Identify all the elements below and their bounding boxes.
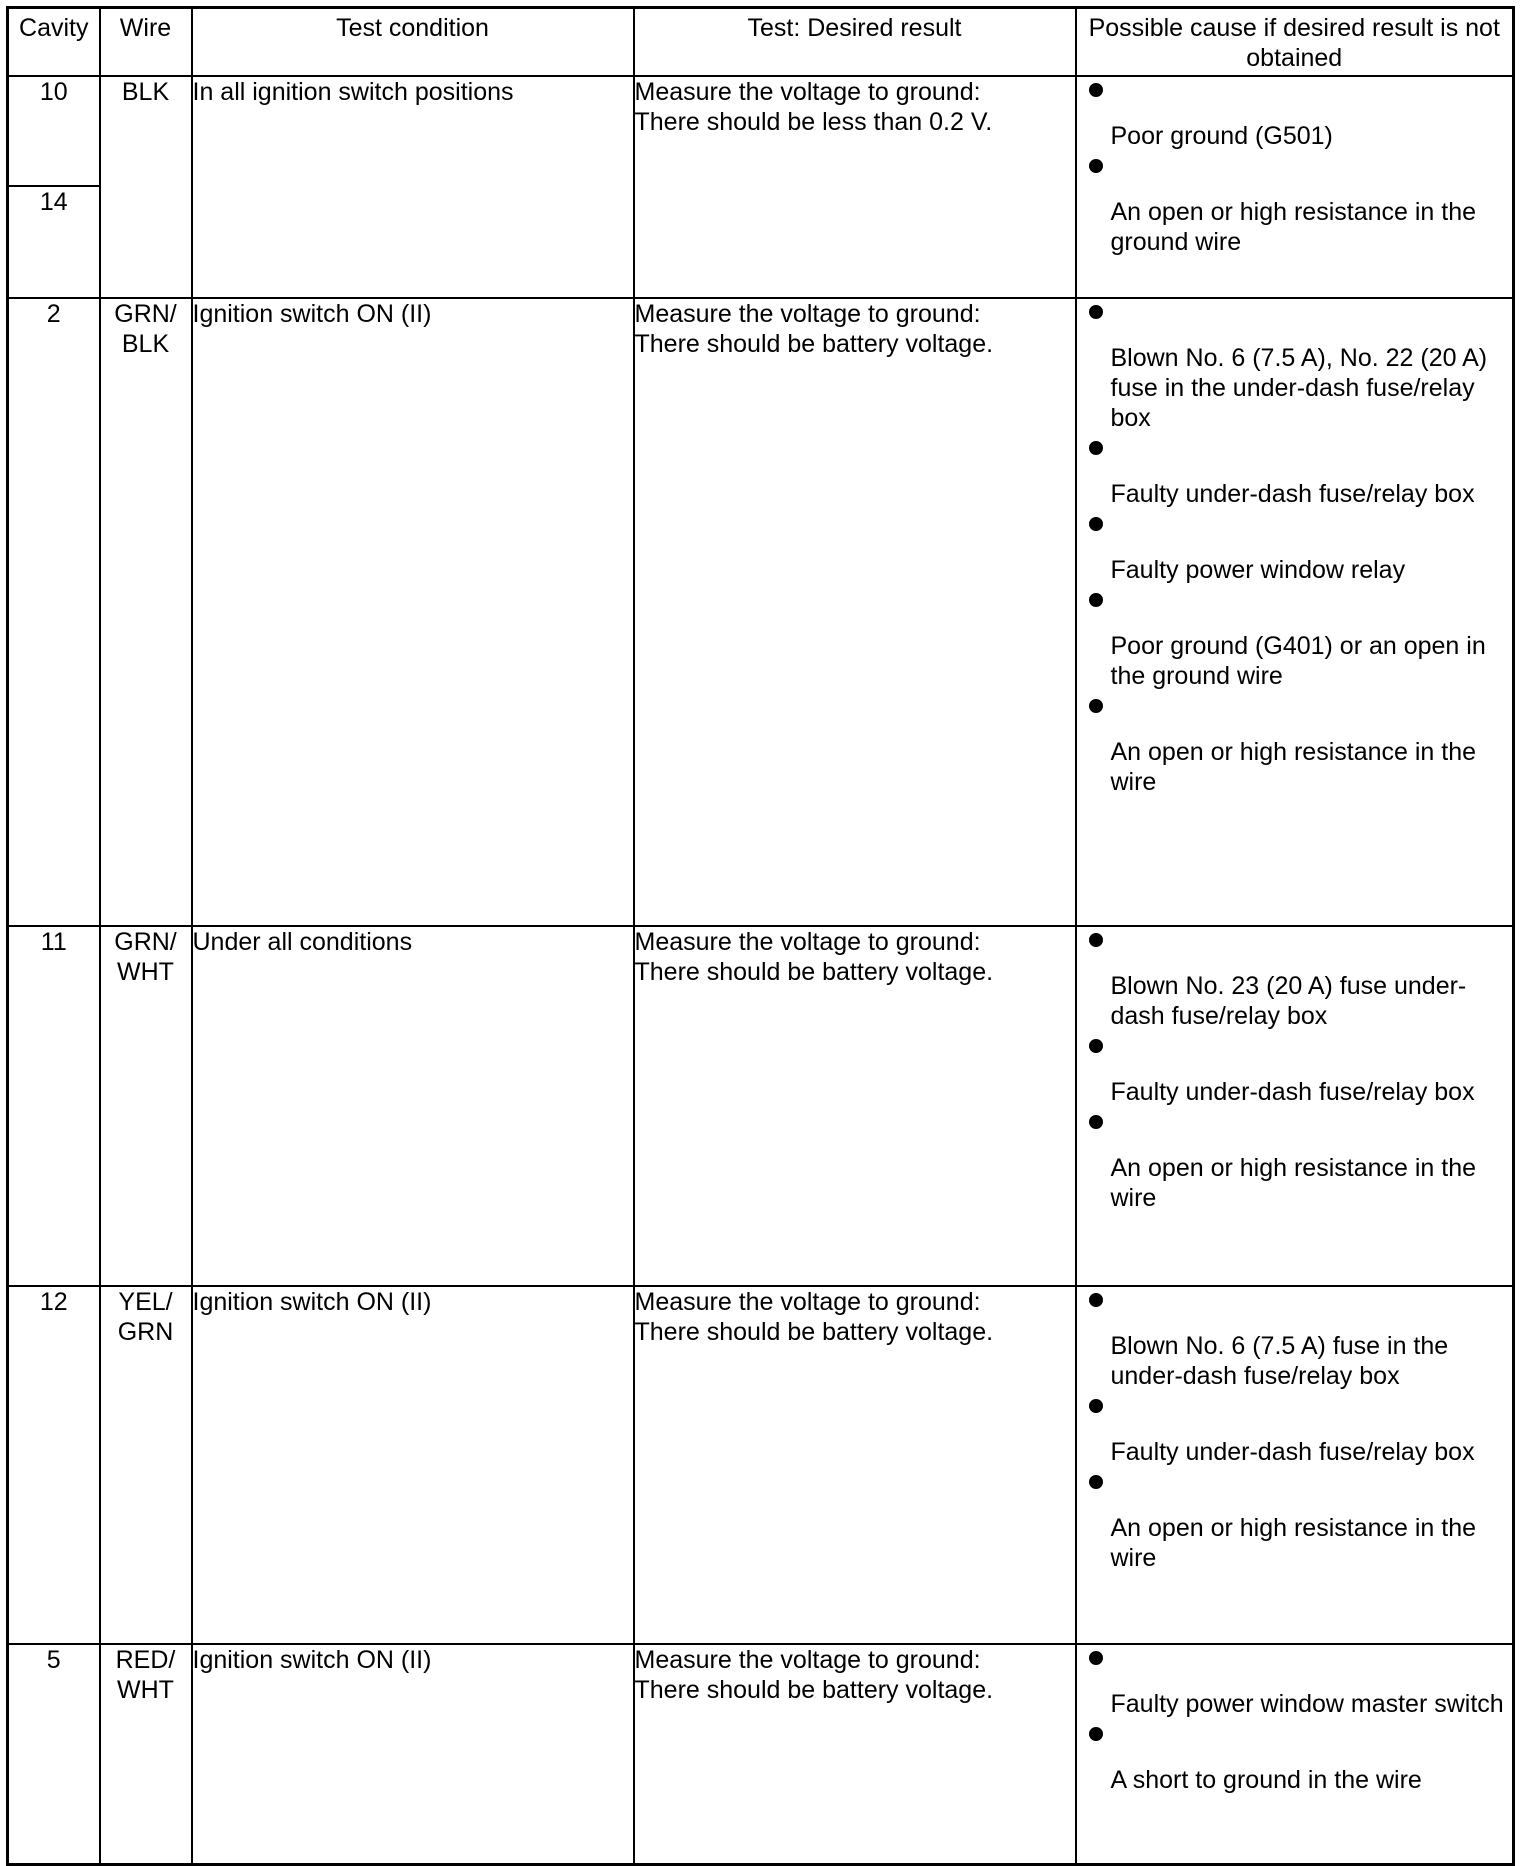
table-row (8, 76, 1514, 186)
cause-text: Blown No. 6 (7.5 A) fuse in the under-dash fuse/relay box (1110, 1332, 1449, 1390)
cause-item (1077, 1039, 1513, 1107)
cause-item (1077, 1399, 1513, 1467)
cause-item (1077, 593, 1513, 691)
cause-text: An open or high resistance in the wire (1110, 1154, 1477, 1212)
result-line: Measure the voltage to ground: (634, 300, 981, 328)
cause-item (1077, 441, 1513, 509)
result-line: There should be less than 0.2 V. (634, 108, 993, 136)
bullet-icon (1089, 593, 1103, 607)
header-test-condition: Test condition (192, 8, 634, 77)
cause-text: Blown No. 6 (7.5 A), No. 22 (20 A) fuse in the under-dash fuse/relay box (1110, 344, 1488, 432)
bullet-icon (1089, 83, 1103, 97)
condition-cell: Ignition switch ON (II) (192, 1286, 634, 1644)
wire-cell: RED/ WHT (100, 1644, 192, 1864)
condition-cell: In all ignition switch positions (192, 76, 634, 298)
header-desired-result: Test: Desired result (634, 8, 1076, 77)
result-cell (634, 926, 1076, 1286)
cause-cell (1076, 76, 1514, 298)
bullet-icon (1089, 1039, 1103, 1053)
cause-text: An open or high resistance in the ground wire (1110, 198, 1477, 256)
connector-test-table (6, 6, 1515, 1866)
cause-text: Faulty under-dash fuse/relay box (1110, 1078, 1475, 1106)
bullet-icon (1089, 1293, 1103, 1307)
condition-cell: Ignition switch ON (II) (192, 298, 634, 926)
bullet-icon (1089, 1727, 1103, 1741)
cavity-cell: 5 (8, 1644, 100, 1864)
table-row (8, 1644, 1514, 1864)
cause-item (1077, 933, 1513, 1031)
bullet-icon (1089, 517, 1103, 531)
cause-text: A short to ground in the wire (1110, 1766, 1422, 1794)
cause-text: Poor ground (G501) (1110, 122, 1333, 150)
result-line: There should be battery voltage. (634, 330, 994, 358)
wire-cell: BLK (100, 76, 192, 298)
table-row (8, 926, 1514, 1286)
cause-item (1077, 1651, 1513, 1719)
cavity-cell: 12 (8, 1286, 100, 1644)
result-cell (634, 76, 1076, 298)
result-line: Measure the voltage to ground: (634, 1646, 981, 1674)
table-row (8, 1286, 1514, 1644)
wire-cell: GRN/ WHT (100, 926, 192, 1286)
bullet-icon (1089, 1115, 1103, 1129)
cause-text: Faulty under-dash fuse/relay box (1110, 1438, 1475, 1466)
cause-text: Blown No. 23 (20 A) fuse under-dash fuse/relay box (1110, 972, 1467, 1030)
cause-text: Poor ground (G401) or an open in the ground wire (1110, 632, 1486, 690)
cause-item (1077, 1293, 1513, 1391)
result-line: Measure the voltage to ground: (634, 928, 981, 956)
cause-text: Faulty under-dash fuse/relay box (1110, 480, 1475, 508)
bullet-icon (1089, 305, 1103, 319)
bullet-icon (1089, 699, 1103, 713)
table-row (8, 298, 1514, 926)
result-cell (634, 1286, 1076, 1644)
wire-cell: YEL/ GRN (100, 1286, 192, 1644)
result-cell (634, 1644, 1076, 1864)
bullet-icon (1089, 933, 1103, 947)
bullet-icon (1089, 1651, 1103, 1665)
cavity-cell: 2 (8, 298, 100, 926)
cause-item (1077, 1475, 1513, 1573)
cause-item (1077, 159, 1513, 257)
header-possible-cause: Possible cause if desired result is not obtained (1076, 8, 1514, 77)
result-line: Measure the voltage to ground: (634, 1288, 981, 1316)
cause-text: Faulty power window master switch (1110, 1690, 1504, 1718)
cause-cell (1076, 1644, 1514, 1864)
cavity-cell: 11 (8, 926, 100, 1286)
cavity-cell: 14 (8, 186, 100, 298)
cause-text: Faulty power window relay (1110, 556, 1406, 584)
header-wire: Wire (100, 8, 192, 77)
bullet-icon (1089, 1475, 1103, 1489)
result-line: Measure the voltage to ground: (634, 78, 981, 106)
wire-cell: GRN/ BLK (100, 298, 192, 926)
condition-cell: Under all conditions (192, 926, 634, 1286)
cause-item (1077, 1727, 1513, 1795)
result-line: There should be battery voltage. (634, 1676, 994, 1704)
cause-item (1077, 1115, 1513, 1213)
cause-item (1077, 517, 1513, 585)
cavity-cell: 10 (8, 76, 100, 186)
result-cell (634, 298, 1076, 926)
cause-cell (1076, 1286, 1514, 1644)
cause-cell (1076, 298, 1514, 926)
cause-item (1077, 699, 1513, 797)
cause-item (1077, 83, 1513, 151)
cause-cell (1076, 926, 1514, 1286)
cause-item (1077, 305, 1513, 433)
header-cavity: Cavity (8, 8, 100, 77)
cause-text: An open or high resistance in the wire (1110, 1514, 1477, 1572)
result-line: There should be battery voltage. (634, 1318, 994, 1346)
condition-cell: Ignition switch ON (II) (192, 1644, 634, 1864)
bullet-icon (1089, 159, 1103, 173)
cause-text: An open or high resistance in the wire (1110, 738, 1477, 796)
bullet-icon (1089, 1399, 1103, 1413)
bullet-icon (1089, 441, 1103, 455)
table-header-row (8, 8, 1514, 77)
result-line: There should be battery voltage. (634, 958, 994, 986)
